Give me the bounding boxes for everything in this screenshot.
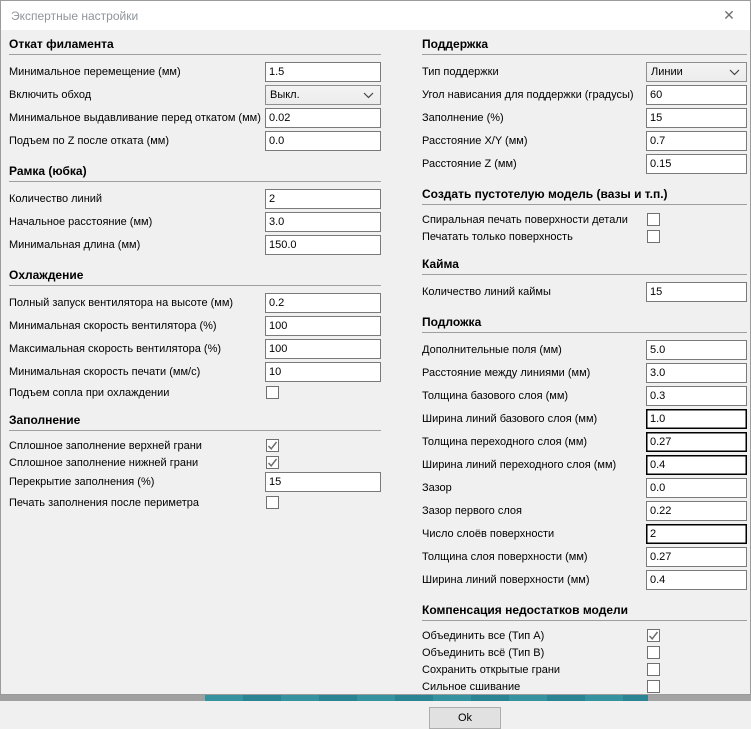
setting-label: Объединить все (Тип A) <box>422 629 545 642</box>
setting-label: Минимальная скорость вентилятора (%) <box>9 320 217 332</box>
setting-label: Дополнительные поля (мм) <box>422 344 562 356</box>
setting-input[interactable] <box>265 189 381 209</box>
check-icon <box>648 630 659 641</box>
setting-label: Минимальная скорость печати (мм/с) <box>9 366 201 378</box>
setting-label: Включить обход <box>9 89 92 101</box>
settings-row <box>9 108 381 128</box>
section-title: Создать пустотелую модель (вазы и т.п.) <box>422 187 747 205</box>
settings-row <box>422 85 747 105</box>
setting-label: Полный запуск вентилятора на высоте (мм) <box>9 297 234 309</box>
settings-row <box>9 235 381 255</box>
setting-control <box>646 409 747 429</box>
setting-control <box>646 478 747 498</box>
section-title: Поддержка <box>422 37 747 55</box>
settings-row <box>422 154 747 174</box>
setting-label: Расстояние между линиями (мм) <box>422 367 591 379</box>
setting-checkbox[interactable] <box>266 439 279 452</box>
setting-checkbox[interactable] <box>266 456 279 469</box>
chevron-down-icon <box>729 69 740 76</box>
settings-row <box>422 212 747 227</box>
setting-input[interactable] <box>265 62 381 82</box>
setting-checkbox[interactable] <box>266 386 279 399</box>
setting-control <box>265 386 381 399</box>
settings-row <box>422 570 747 590</box>
setting-label: Количество линий <box>9 193 103 205</box>
setting-label: Печать заполнения после периметра <box>9 496 200 509</box>
setting-input[interactable] <box>646 478 747 498</box>
setting-input[interactable] <box>646 547 747 567</box>
check-icon <box>267 440 278 451</box>
section-title: Заполнение <box>9 413 381 431</box>
setting-label: Сплошное заполнение верхней грани <box>9 439 202 452</box>
settings-row <box>422 62 747 82</box>
setting-label: Сплошное заполнение нижней грани <box>9 456 199 469</box>
ok-button[interactable]: Ok <box>429 707 501 729</box>
setting-label: Расстояние X/Y (мм) <box>422 135 528 147</box>
setting-label: Зазор первого слоя <box>422 505 522 517</box>
setting-checkbox[interactable] <box>647 646 660 659</box>
setting-control <box>265 85 381 105</box>
settings-section <box>9 37 381 151</box>
settings-section <box>422 603 747 694</box>
setting-control <box>646 131 747 151</box>
window-title: Экспертные настройки <box>11 8 139 23</box>
setting-label: Максимальная скорость вентилятора (%) <box>9 343 222 355</box>
setting-label: Заполнение (%) <box>422 112 504 124</box>
setting-control <box>265 496 381 509</box>
settings-row <box>422 628 747 643</box>
setting-control <box>646 501 747 521</box>
settings-row <box>422 363 747 383</box>
setting-label: Ширина линий переходного слоя (мм) <box>422 459 617 471</box>
settings-section <box>422 187 747 244</box>
settings-row <box>9 85 381 105</box>
setting-input[interactable] <box>646 131 747 151</box>
setting-control <box>265 316 381 336</box>
setting-control <box>646 386 747 406</box>
setting-label: Зазор <box>422 482 452 494</box>
settings-row <box>9 455 381 470</box>
setting-input[interactable] <box>646 154 747 174</box>
settings-row <box>422 432 747 452</box>
settings-row <box>422 645 747 660</box>
settings-row <box>9 189 381 209</box>
setting-control <box>646 85 747 105</box>
setting-control <box>646 282 747 302</box>
setting-label: Сохранить открытые грани <box>422 663 561 676</box>
setting-label: Расстояние Z (мм) <box>422 158 517 170</box>
setting-control <box>646 680 747 693</box>
setting-label: Минимальное выдавливание перед откатом (мм) <box>9 112 261 124</box>
section-title: Откат филамента <box>9 37 381 55</box>
background-app-strip <box>0 695 751 701</box>
setting-input[interactable] <box>265 293 381 313</box>
setting-control <box>646 629 747 642</box>
settings-row <box>9 293 381 313</box>
setting-control <box>646 646 747 659</box>
setting-control <box>265 362 381 382</box>
setting-control <box>646 363 747 383</box>
setting-control <box>646 455 747 475</box>
section-title: Кайма <box>422 257 747 275</box>
setting-control <box>646 154 747 174</box>
setting-input[interactable] <box>646 363 747 383</box>
setting-control <box>646 524 747 544</box>
chevron-down-icon <box>363 92 374 99</box>
section-title: Охлаждение <box>9 268 381 286</box>
setting-control <box>646 340 747 360</box>
setting-control <box>265 339 381 359</box>
setting-input[interactable] <box>646 282 747 302</box>
setting-label: Подъем сопла при охлаждении <box>9 386 170 399</box>
setting-control <box>265 131 381 151</box>
settings-row <box>422 547 747 567</box>
setting-control <box>646 547 747 567</box>
section-title: Компенсация недостатков модели <box>422 603 747 621</box>
setting-input[interactable] <box>265 316 381 336</box>
settings-row <box>422 679 747 694</box>
settings-row <box>9 472 381 492</box>
setting-input[interactable] <box>265 108 381 128</box>
setting-checkbox[interactable] <box>647 629 660 642</box>
select-value: Линии <box>651 66 683 78</box>
setting-control <box>265 472 381 492</box>
settings-row <box>422 131 747 151</box>
settings-row <box>422 340 747 360</box>
settings-section <box>422 257 747 302</box>
settings-row <box>422 409 747 429</box>
settings-section <box>422 315 747 590</box>
settings-row <box>422 662 747 677</box>
settings-row <box>422 501 747 521</box>
setting-checkbox[interactable] <box>647 213 660 226</box>
setting-input[interactable] <box>646 432 747 452</box>
setting-input[interactable] <box>265 472 381 492</box>
settings-row <box>9 131 381 151</box>
setting-input[interactable] <box>646 570 747 590</box>
setting-checkbox[interactable] <box>647 230 660 243</box>
settings-section <box>422 37 747 174</box>
setting-label: Толщина базового слоя (мм) <box>422 390 569 402</box>
setting-control <box>265 456 381 469</box>
settings-row <box>9 438 381 453</box>
setting-label: Толщина слоя поверхности (мм) <box>422 551 588 563</box>
setting-label: Подъем по Z после отката (мм) <box>9 135 170 147</box>
setting-control <box>265 108 381 128</box>
settings-row <box>9 495 381 510</box>
setting-checkbox[interactable] <box>647 680 660 693</box>
setting-input[interactable] <box>265 131 381 151</box>
setting-control <box>265 293 381 313</box>
setting-control <box>646 570 747 590</box>
setting-input[interactable] <box>646 501 747 521</box>
settings-section <box>9 164 381 255</box>
setting-control <box>265 439 381 452</box>
setting-control <box>646 108 747 128</box>
setting-label: Ширина линий базового слоя (мм) <box>422 413 598 425</box>
settings-row <box>9 362 381 382</box>
setting-label: Минимальное перемещение (мм) <box>9 66 181 78</box>
close-icon: ✕ <box>723 7 735 23</box>
check-icon <box>267 457 278 468</box>
settings-row <box>9 385 381 400</box>
setting-label: Ширина линий поверхности (мм) <box>422 574 590 586</box>
settings-row <box>422 455 747 475</box>
strip-gray-left <box>0 695 205 701</box>
select-value: Выкл. <box>270 89 300 101</box>
section-title: Подложка <box>422 315 747 333</box>
setting-input[interactable] <box>265 339 381 359</box>
setting-control <box>646 663 747 676</box>
setting-input[interactable] <box>265 362 381 382</box>
setting-select[interactable] <box>646 62 747 82</box>
setting-control <box>646 432 747 452</box>
setting-label: Спиральная печать поверхности детали <box>422 213 628 226</box>
setting-label: Начальное расстояние (мм) <box>9 216 153 228</box>
settings-section <box>9 413 381 510</box>
setting-control <box>265 212 381 232</box>
right-sections <box>422 37 747 694</box>
setting-control <box>646 213 747 226</box>
settings-row <box>9 316 381 336</box>
strip-gray-right <box>648 695 751 701</box>
left-column <box>9 37 381 523</box>
setting-control <box>646 62 747 82</box>
settings-row <box>422 524 747 544</box>
setting-input[interactable] <box>646 85 747 105</box>
setting-input[interactable] <box>265 212 381 232</box>
settings-row <box>422 386 747 406</box>
setting-label: Перекрытие заполнения (%) <box>9 476 155 488</box>
setting-label: Тип поддержки <box>422 66 499 78</box>
setting-checkbox[interactable] <box>647 663 660 676</box>
setting-label: Минимальная длина (мм) <box>9 239 141 251</box>
setting-input[interactable] <box>646 409 747 429</box>
setting-input[interactable] <box>646 524 747 544</box>
section-title: Рамка (юбка) <box>9 164 381 182</box>
settings-row <box>9 212 381 232</box>
setting-control <box>265 62 381 82</box>
setting-select[interactable] <box>265 85 381 105</box>
title-bar <box>1 1 750 30</box>
setting-control <box>265 189 381 209</box>
strip-teal <box>205 695 648 701</box>
setting-input[interactable] <box>646 455 747 475</box>
settings-row <box>422 229 747 244</box>
setting-input[interactable] <box>646 108 747 128</box>
settings-row <box>9 62 381 82</box>
setting-label: Количество линий каймы <box>422 286 551 298</box>
right-column <box>422 37 747 729</box>
settings-row <box>422 108 747 128</box>
setting-checkbox[interactable] <box>266 496 279 509</box>
settings-section <box>9 268 381 400</box>
setting-label: Толщина переходного слоя (мм) <box>422 436 588 448</box>
setting-input[interactable] <box>646 340 747 360</box>
setting-control <box>646 230 747 243</box>
setting-label: Число слоёв поверхности <box>422 528 555 540</box>
setting-label: Печатать только поверхность <box>422 230 573 243</box>
settings-row <box>422 478 747 498</box>
setting-label: Объединить всё (Тип B) <box>422 646 545 659</box>
settings-row <box>9 339 381 359</box>
settings-row <box>422 282 747 302</box>
setting-input[interactable] <box>265 235 381 255</box>
setting-control <box>265 235 381 255</box>
setting-label: Сильное сшивание <box>422 680 521 693</box>
close-button[interactable] <box>708 1 750 30</box>
setting-input[interactable] <box>646 386 747 406</box>
setting-label: Угол нависания для поддержки (градусы) <box>422 89 634 101</box>
